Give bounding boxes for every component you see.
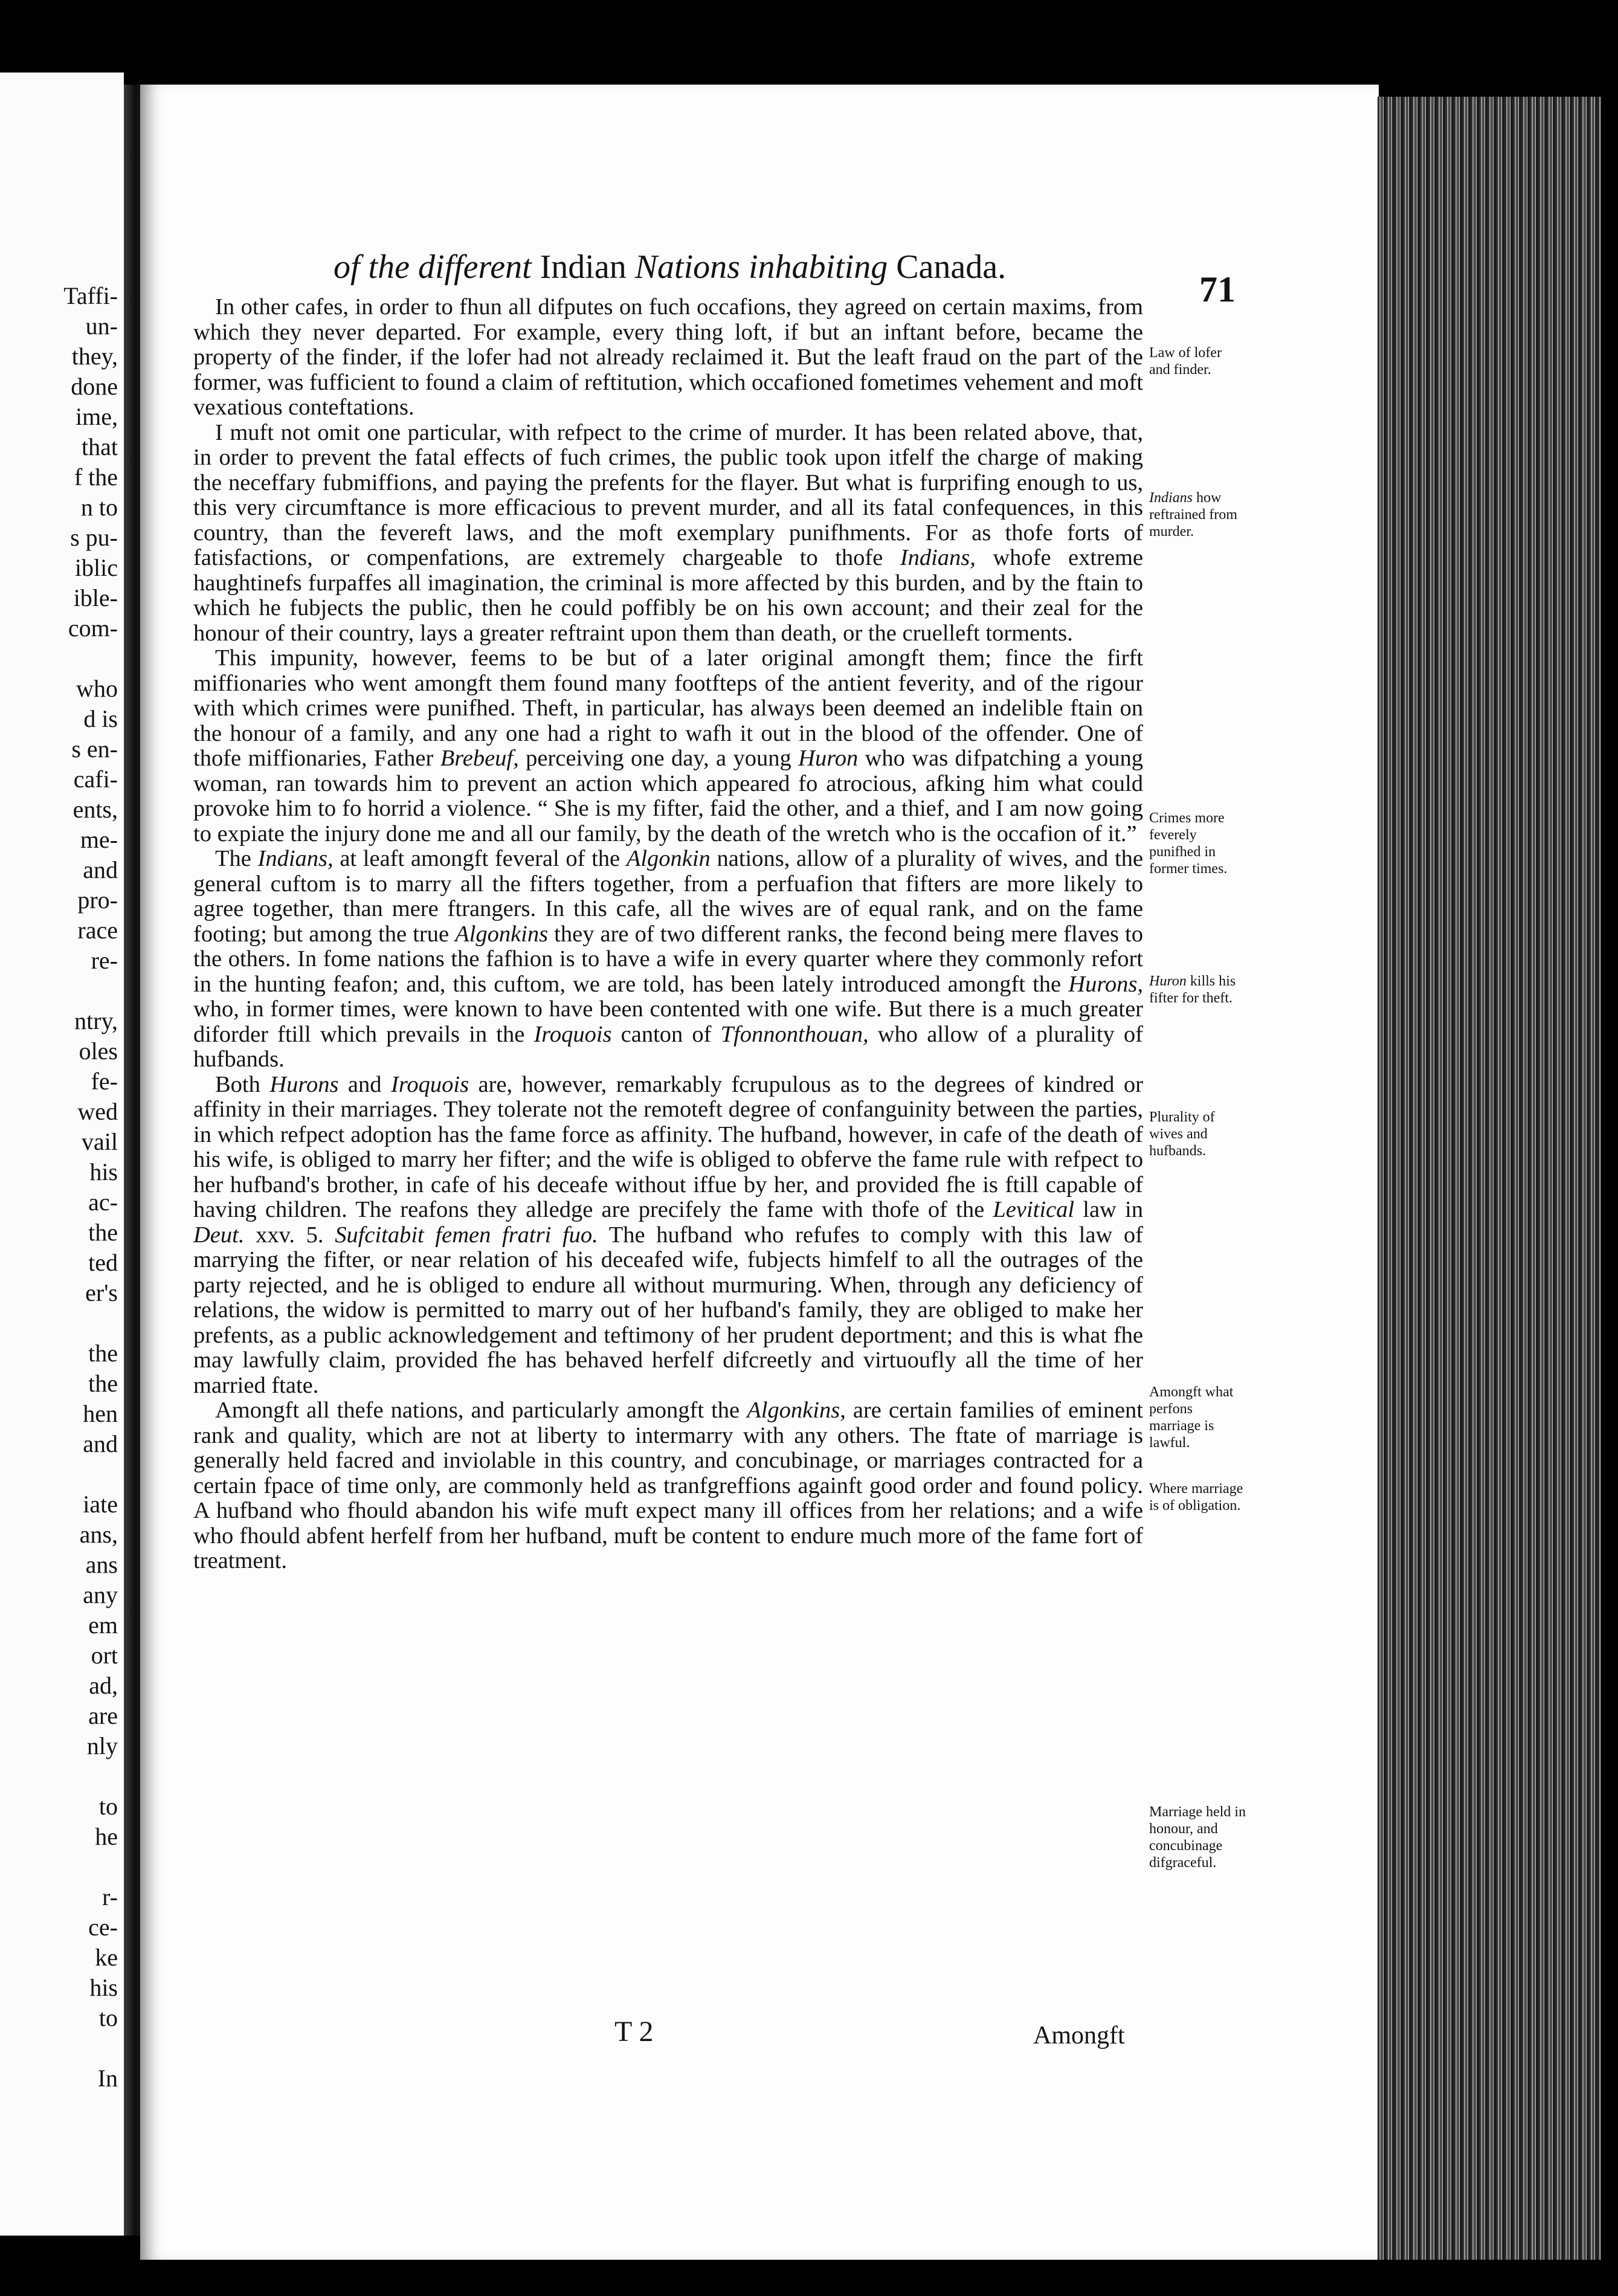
facing-page-line: they, [71, 343, 118, 370]
italic-text: Iroquois [533, 1021, 612, 1047]
paragraph [193, 1072, 1143, 1399]
text-run: xxv. 5. [244, 1222, 335, 1248]
text-run: Amongft all thefe nations, and particularly amongft the [215, 1398, 747, 1423]
facing-page-line: done [71, 373, 118, 400]
running-header [334, 248, 1006, 286]
margin-note [1149, 1480, 1246, 1514]
italic-text: Brebeuf, [440, 746, 519, 771]
facing-page-fragment [0, 73, 124, 2236]
text-run: perceiving one day, a young [518, 746, 799, 771]
facing-page-line: oles [79, 1037, 118, 1065]
facing-page-line: he [95, 1823, 118, 1850]
facing-page-line: ce- [88, 1914, 118, 1941]
facing-page-line: ac- [88, 1188, 118, 1216]
facing-page-line: un- [85, 312, 118, 340]
facing-page-line: ents, [73, 796, 118, 823]
facing-page-line: his [89, 1974, 118, 2001]
text-run: Crimes more feverely punifhed in former times. [1149, 810, 1228, 877]
paragraph [193, 421, 1143, 647]
text-run: This impunity, however, feems to be but of a later original amongft them; fince the firft miffionaries who went amongft them found many footfteps of the antient feverity, and of the rigour with which crimes were punifhed. Theft, in particular, has always been deemed an indelible ftain on the honour of a family, and any one had a right to wafh it out in the blood of the offender. One of thofe miffionaries, Father [193, 645, 1143, 771]
facing-page-line: nly [86, 1732, 118, 1759]
header-part: Nations inhabiting [634, 248, 897, 286]
facing-page-line: to [98, 2004, 118, 2031]
italic-text: Indians [1149, 490, 1193, 506]
margin-note [1149, 1804, 1246, 1871]
facing-page-line: iate [83, 1491, 118, 1518]
text-run: Plurality of wives and hufbands. [1149, 1109, 1215, 1159]
catchword: Amongft [1033, 2022, 1125, 2049]
facing-page-line: ted [88, 1249, 118, 1276]
text-run: how reftrained from murder. [1149, 490, 1237, 540]
header-part: Canada. [896, 248, 1007, 286]
facing-page-line: em [88, 1611, 118, 1639]
facing-page-line: er's [85, 1279, 118, 1306]
facing-page-line: and [83, 856, 118, 883]
facing-page-line: his [89, 1158, 118, 1185]
facing-page-line: pro- [77, 886, 118, 914]
text-run: are, however, remarkably fcrupulous as to the degrees of kindred or affinity in their marriages. They tolerate not the remoteft degree of confanguinity between the parties, in which refpect adoption has the fame force as affinity. The hufband, however, in cafe of the death of his wife, is obliged to marry her fifter; and the wife is obliged to obferve the fame rule with refpect to her hufband's brother, in cafe of his deceafe without iffue by her, and provided fhe is ftill capable of having children. The reafons they alledge are precifely the fame with thofe of the [193, 1071, 1143, 1222]
italic-text: Algonkins, [747, 1398, 846, 1423]
facing-page-line: the [88, 1340, 118, 1367]
facing-page-line: ort [91, 1642, 118, 1669]
text-run: In other cafes, in order to fhun all difputes on fuch occafions, they agreed on certain maxims, from which they never departed. For example, every thing loft, if but an inftant before, became the property of the finder, if the lofer had not already reclaimed it. But the leaft fraud on the part of the former, was fufficient to found a claim of reftitution, which occafioned fometimes vehement and moft vexatious conteftations. [193, 294, 1143, 420]
italic-text: Sufcitabit femen fratri fuo. [335, 1222, 598, 1248]
facing-page-line: f the [74, 463, 118, 491]
facing-page-line: r- [102, 1883, 118, 1911]
text-run: I muft not omit one particular, with refpect to the crime of murder. It has been related above, that, in order to prevent the fatal effects of fuch crimes, the public took upon itfelf the charge of making the neceffary fubmiffions, and paying the prefents for the flayer. But what is furprifing enough to us, this very circumftance is more efficacious to prevent murder, and all its fatal confequences, in this country, than the fevereft laws, and the moft exemplary punifhments. For as thofe forts of fatisfactions, or compenfations, are extremely chargeable to thofe [193, 419, 1143, 570]
facing-page-line: In [97, 2065, 118, 2092]
italic-text: Algonkins [455, 921, 549, 947]
italic-text: Deut. [193, 1222, 245, 1248]
facing-page-line: and [83, 1430, 118, 1457]
italic-text: Huron [1149, 973, 1187, 989]
italic-text: Levitical [993, 1197, 1075, 1222]
facing-page-line: fe- [91, 1068, 118, 1095]
paragraph [193, 646, 1143, 846]
body-text [193, 295, 1143, 1574]
margin-note [1149, 973, 1246, 1007]
text-run: law in [1074, 1197, 1143, 1222]
text-run: kills his fifter for theft. [1149, 973, 1236, 1006]
facing-page-line: the [88, 1219, 118, 1246]
facing-page-line: ime, [76, 403, 118, 430]
facing-page-line: ans, [79, 1521, 118, 1548]
facing-page-line: cafi- [73, 766, 118, 793]
text-run: nations, allow of a plurality of wives, and the general cuftom is to marry all the fifters together, from a perfuafion that fifters are more likely to agree together, than mere ftrangers. In this cafe, all the wives are of equal rank, and on the fame footing; but among the true [193, 846, 1143, 947]
facing-page-line: ible- [73, 584, 118, 611]
italic-text: Algonkin [626, 846, 711, 871]
text-run: Amongft what perfons marriage is lawful. [1149, 1384, 1234, 1451]
facing-page-line: ans [85, 1551, 118, 1578]
facing-page-line: vail [82, 1128, 118, 1155]
facing-page-line: wed [77, 1098, 118, 1125]
facing-page-line: race [77, 917, 118, 944]
italic-text: Indians, [900, 545, 976, 570]
facing-page-line: s en- [71, 735, 118, 763]
text-run: and [338, 1071, 392, 1097]
facing-page-line: com- [68, 614, 118, 642]
paragraph [193, 846, 1143, 1072]
text-run: Both [215, 1071, 270, 1097]
text-run: they are of two different ranks, the fecond being mere flaves to the others. In fome nations the fafhion is to have a wife in every quarter where they commonly refort in the hunting feafon; and, this cuftom, we are told, has been lately introduced amongft the [193, 921, 1143, 997]
text-run: who allow of a plurality of hufbands. [193, 1021, 1144, 1072]
facing-page-line: s pu- [70, 524, 118, 551]
facing-page-line: who [76, 675, 118, 702]
facing-page-line: me- [80, 826, 118, 853]
text-run: Law of lofer and finder. [1149, 345, 1222, 378]
margin-note [1149, 489, 1246, 540]
text-run: Where marriage is of obligation. [1149, 1481, 1243, 1514]
text-run: The [215, 846, 258, 871]
facing-page-line: re- [91, 947, 118, 974]
facing-page-line: ad, [89, 1672, 118, 1699]
italic-text: Iroquois [391, 1071, 469, 1097]
facing-page-line: to [98, 1793, 118, 1820]
text-run: at leaft amongft feveral of the [333, 846, 627, 871]
text-run: canton of [611, 1021, 721, 1047]
text-run: Marriage held in honour, and concubinage difgraceful. [1149, 1804, 1246, 1871]
facing-page-line: Taffi- [63, 282, 118, 309]
text-run: who was difpatching a young woman, ran towards him to prevent an action which appeared fo atrocious, afking him what could provoke him to fo horrid a violence. “ She is my fifter, faid the other, and a thief, and I am now going to expiate the injury done me and all our family, by the death of the wretch who is the occafion of it.” [193, 746, 1143, 846]
facing-page-line: d is [83, 705, 118, 732]
facing-page-line: n to [80, 494, 118, 521]
paragraph [193, 295, 1143, 421]
text-run: who, in former times, were known to have been contented with one wife. But there is a much greater diforder ftill which prevails in the [193, 996, 1143, 1047]
facing-page-line: are [88, 1702, 118, 1729]
header-part: Indian [540, 248, 635, 286]
facing-page-line: that [82, 433, 118, 460]
facing-page-line: the [88, 1370, 118, 1397]
italic-text: Huron [798, 746, 859, 771]
facing-page-line: hen [83, 1400, 118, 1427]
text-run: The hufband who refufes to comply with this law of marrying the fifter, or near relation of his deceafed wife, fubjects himfelf to all the outrages of the party rejected, and he is obliged to endure all without murmuring. When, through any deficiency of relations, the widow is permitted to marry out of her hufband's family, they are obliged to make her prefents, as a public acknowledgement and teftimony of her prudent deportment; and this is what fhe may lawfully claim, provided fhe has behaved herfelf difcreetly and virtuoufly all the time of her married ftate. [193, 1222, 1143, 1398]
page-number: 71 [1199, 269, 1236, 309]
facing-page-line: any [83, 1581, 118, 1608]
italic-text: Tfonnonthouan, [720, 1021, 869, 1047]
margin-note [1149, 344, 1246, 378]
margin-note [1149, 1384, 1246, 1451]
margin-note [1149, 1109, 1246, 1159]
italic-text: Indians, [257, 846, 334, 871]
header-part: of the different [334, 248, 540, 286]
page-edges [1378, 97, 1601, 2260]
facing-page-line: iblic [74, 554, 118, 581]
signature-mark: T 2 [614, 2016, 654, 2048]
facing-page-line: ntry, [74, 1007, 118, 1034]
text-run: are certain families of eminent rank and quality, which are not at liberty to intermarry with any others. The ftate of marriage is generally held facred and inviolable in this country, and concubinage, or marriages contracted for a certain fpace of time only, are commonly held as tranfgreffions againft good order and found policy. A hufband who fhould abandon his wife muft expect many ill offices from her relations; and a wife who fhould abfent herfelf from her hufband, muft be content to endure much more of the fame fort of treatment. [193, 1398, 1144, 1573]
text-run: whofe extreme haughtinefs furpaffes all imagination, the criminal is more affected by this burden, and by the ftain to which he fubjects the public, then he could poffibly be on his own account; and their zeal for the honour of their country, lays a greater reftraint upon them than death, or the cruelleft torments. [193, 545, 1143, 646]
paragraph [193, 1398, 1143, 1574]
italic-text: Hurons [269, 1071, 339, 1097]
italic-text: Hurons, [1068, 971, 1143, 997]
facing-page-line: ke [95, 1944, 118, 1971]
margin-note [1149, 810, 1246, 877]
